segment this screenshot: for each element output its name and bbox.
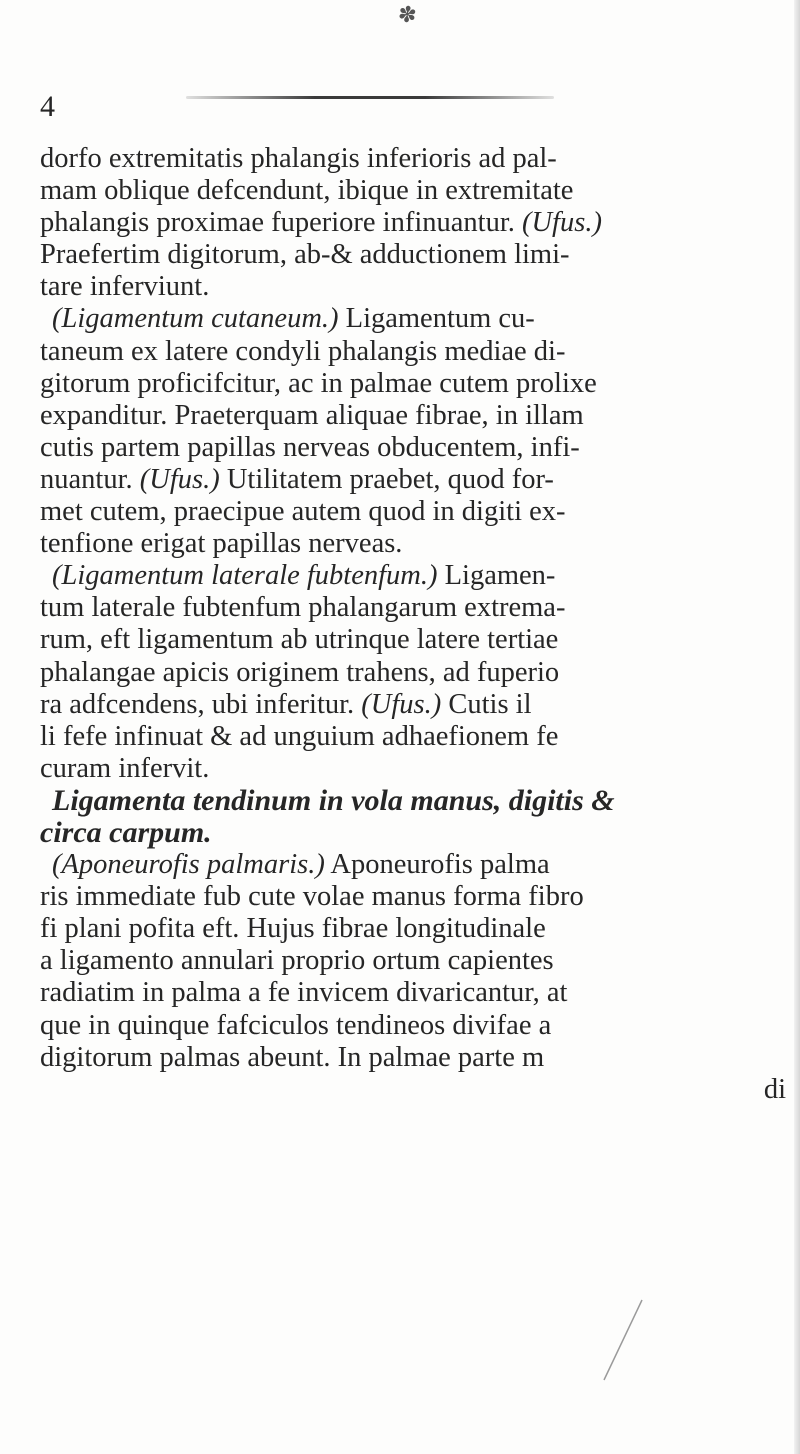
text-span: met cutem, praecipue autem quod in digiti ex- xyxy=(40,496,566,528)
text-span: digitorum palmas abeunt. In palmae parte m xyxy=(40,1041,545,1073)
text-line xyxy=(40,721,786,753)
text-span: gitorum proficifcitur, ac in palmae cutem prolixe xyxy=(40,367,597,399)
text-span: di xyxy=(763,1073,786,1105)
italic-text-span: (Ligamentum cutaneum.) xyxy=(52,303,339,335)
text-line xyxy=(40,464,786,496)
text-span: Ligamen- xyxy=(437,560,556,592)
text-span: cutis partem papillas nerveas obducentem, infi- xyxy=(40,431,580,463)
text-line xyxy=(40,207,786,239)
text-line xyxy=(40,689,786,721)
text-line xyxy=(40,271,786,303)
text-line xyxy=(40,849,786,881)
text-line xyxy=(40,753,786,785)
section-heading-line xyxy=(40,817,786,849)
text-span: Praefertim digitorum, ab-& adductionem limi- xyxy=(40,239,570,271)
text-line xyxy=(40,175,786,207)
text-line xyxy=(40,1042,786,1074)
text-span: li fefe infinuat & ad unguium adhaefionem fe xyxy=(40,720,559,752)
text-line xyxy=(40,977,786,1009)
italic-text-span: (Ligamentum laterale fubtenfum.) xyxy=(52,560,438,592)
text-span: tenfione erigat papillas nerveas. xyxy=(40,528,403,560)
text-line xyxy=(40,368,786,400)
text-line xyxy=(40,400,786,432)
text-span: rum, eft ligamentum ab utrinque latere tertiae xyxy=(40,624,559,656)
text-span: phalangis proximae fuperiore infinuantur. xyxy=(40,207,522,239)
text-span: nuantur. xyxy=(40,463,140,495)
text-line xyxy=(40,239,786,271)
text-line xyxy=(40,1010,786,1042)
text-line xyxy=(40,143,786,175)
text-line xyxy=(40,560,786,592)
text-span: dorfo extremitatis phalangis inferioris ad pal- xyxy=(40,143,557,174)
text-span: tum laterale fubtenfum phalangarum extrema- xyxy=(40,592,566,624)
section-heading-line xyxy=(40,785,786,817)
text-span: radiatim in palma a fe invicem divaricantur, at xyxy=(40,977,568,1009)
text-line xyxy=(40,528,786,560)
text-span: phalangae apicis originem trahens, ad fuperio xyxy=(40,656,560,688)
text-line xyxy=(40,1074,786,1106)
italic-text-span: (Ufus.) xyxy=(361,688,442,720)
header-rule xyxy=(186,96,554,99)
text-line xyxy=(40,657,786,689)
text-line xyxy=(40,945,786,977)
italic-text-span: (Ufus.) xyxy=(521,207,602,239)
ink-blot-mark: ✽ xyxy=(396,0,419,29)
text-span: mam oblique defcendunt, ibique in extremitate xyxy=(40,175,574,207)
italic-text-span: circa carpum. xyxy=(40,816,212,849)
text-line xyxy=(40,496,786,528)
text-line xyxy=(40,624,786,656)
text-span: fi plani pofita eft. Hujus fibrae longitudinale xyxy=(40,913,546,945)
page-edge-shadow xyxy=(794,0,800,1454)
italic-text-span: (Aponeurofis palmaris.) xyxy=(52,849,325,881)
text-span: ra adfcendens, ubi inferitur. xyxy=(40,688,362,720)
text-line xyxy=(40,432,786,464)
text-span: Aponeurofis palma xyxy=(324,849,550,881)
text-span: ris immediate fub cute volae manus forma fibro xyxy=(40,881,584,913)
italic-text-span: Ligamenta tendinum in vola manus, digitis & xyxy=(52,784,615,817)
body-text xyxy=(40,143,786,1106)
text-line xyxy=(40,881,786,913)
pencil-stroke-mark xyxy=(592,1296,652,1386)
text-line xyxy=(40,303,786,335)
text-span: expanditur. Praeterquam aliquae fibrae, in illam xyxy=(40,399,584,431)
text-line xyxy=(40,913,786,945)
text-span: Ligamentum cu- xyxy=(338,303,535,335)
page-number: 4 xyxy=(40,90,55,123)
text-line xyxy=(40,336,786,368)
text-span: tare inferviunt. xyxy=(40,271,210,303)
italic-text-span: (Ufus.) xyxy=(139,463,220,495)
text-span: taneum ex latere condyli phalangis mediae di- xyxy=(40,335,566,367)
text-span: Utilitatem praebet, quod for- xyxy=(219,463,554,495)
text-span: que in quinque fafciculos tendineos divifae a xyxy=(40,1009,552,1041)
text-line xyxy=(40,592,786,624)
text-span: Cutis il xyxy=(441,688,532,720)
text-span: a ligamento annulari proprio ortum capientes xyxy=(40,945,554,977)
text-span: curam infervit. xyxy=(40,752,210,784)
